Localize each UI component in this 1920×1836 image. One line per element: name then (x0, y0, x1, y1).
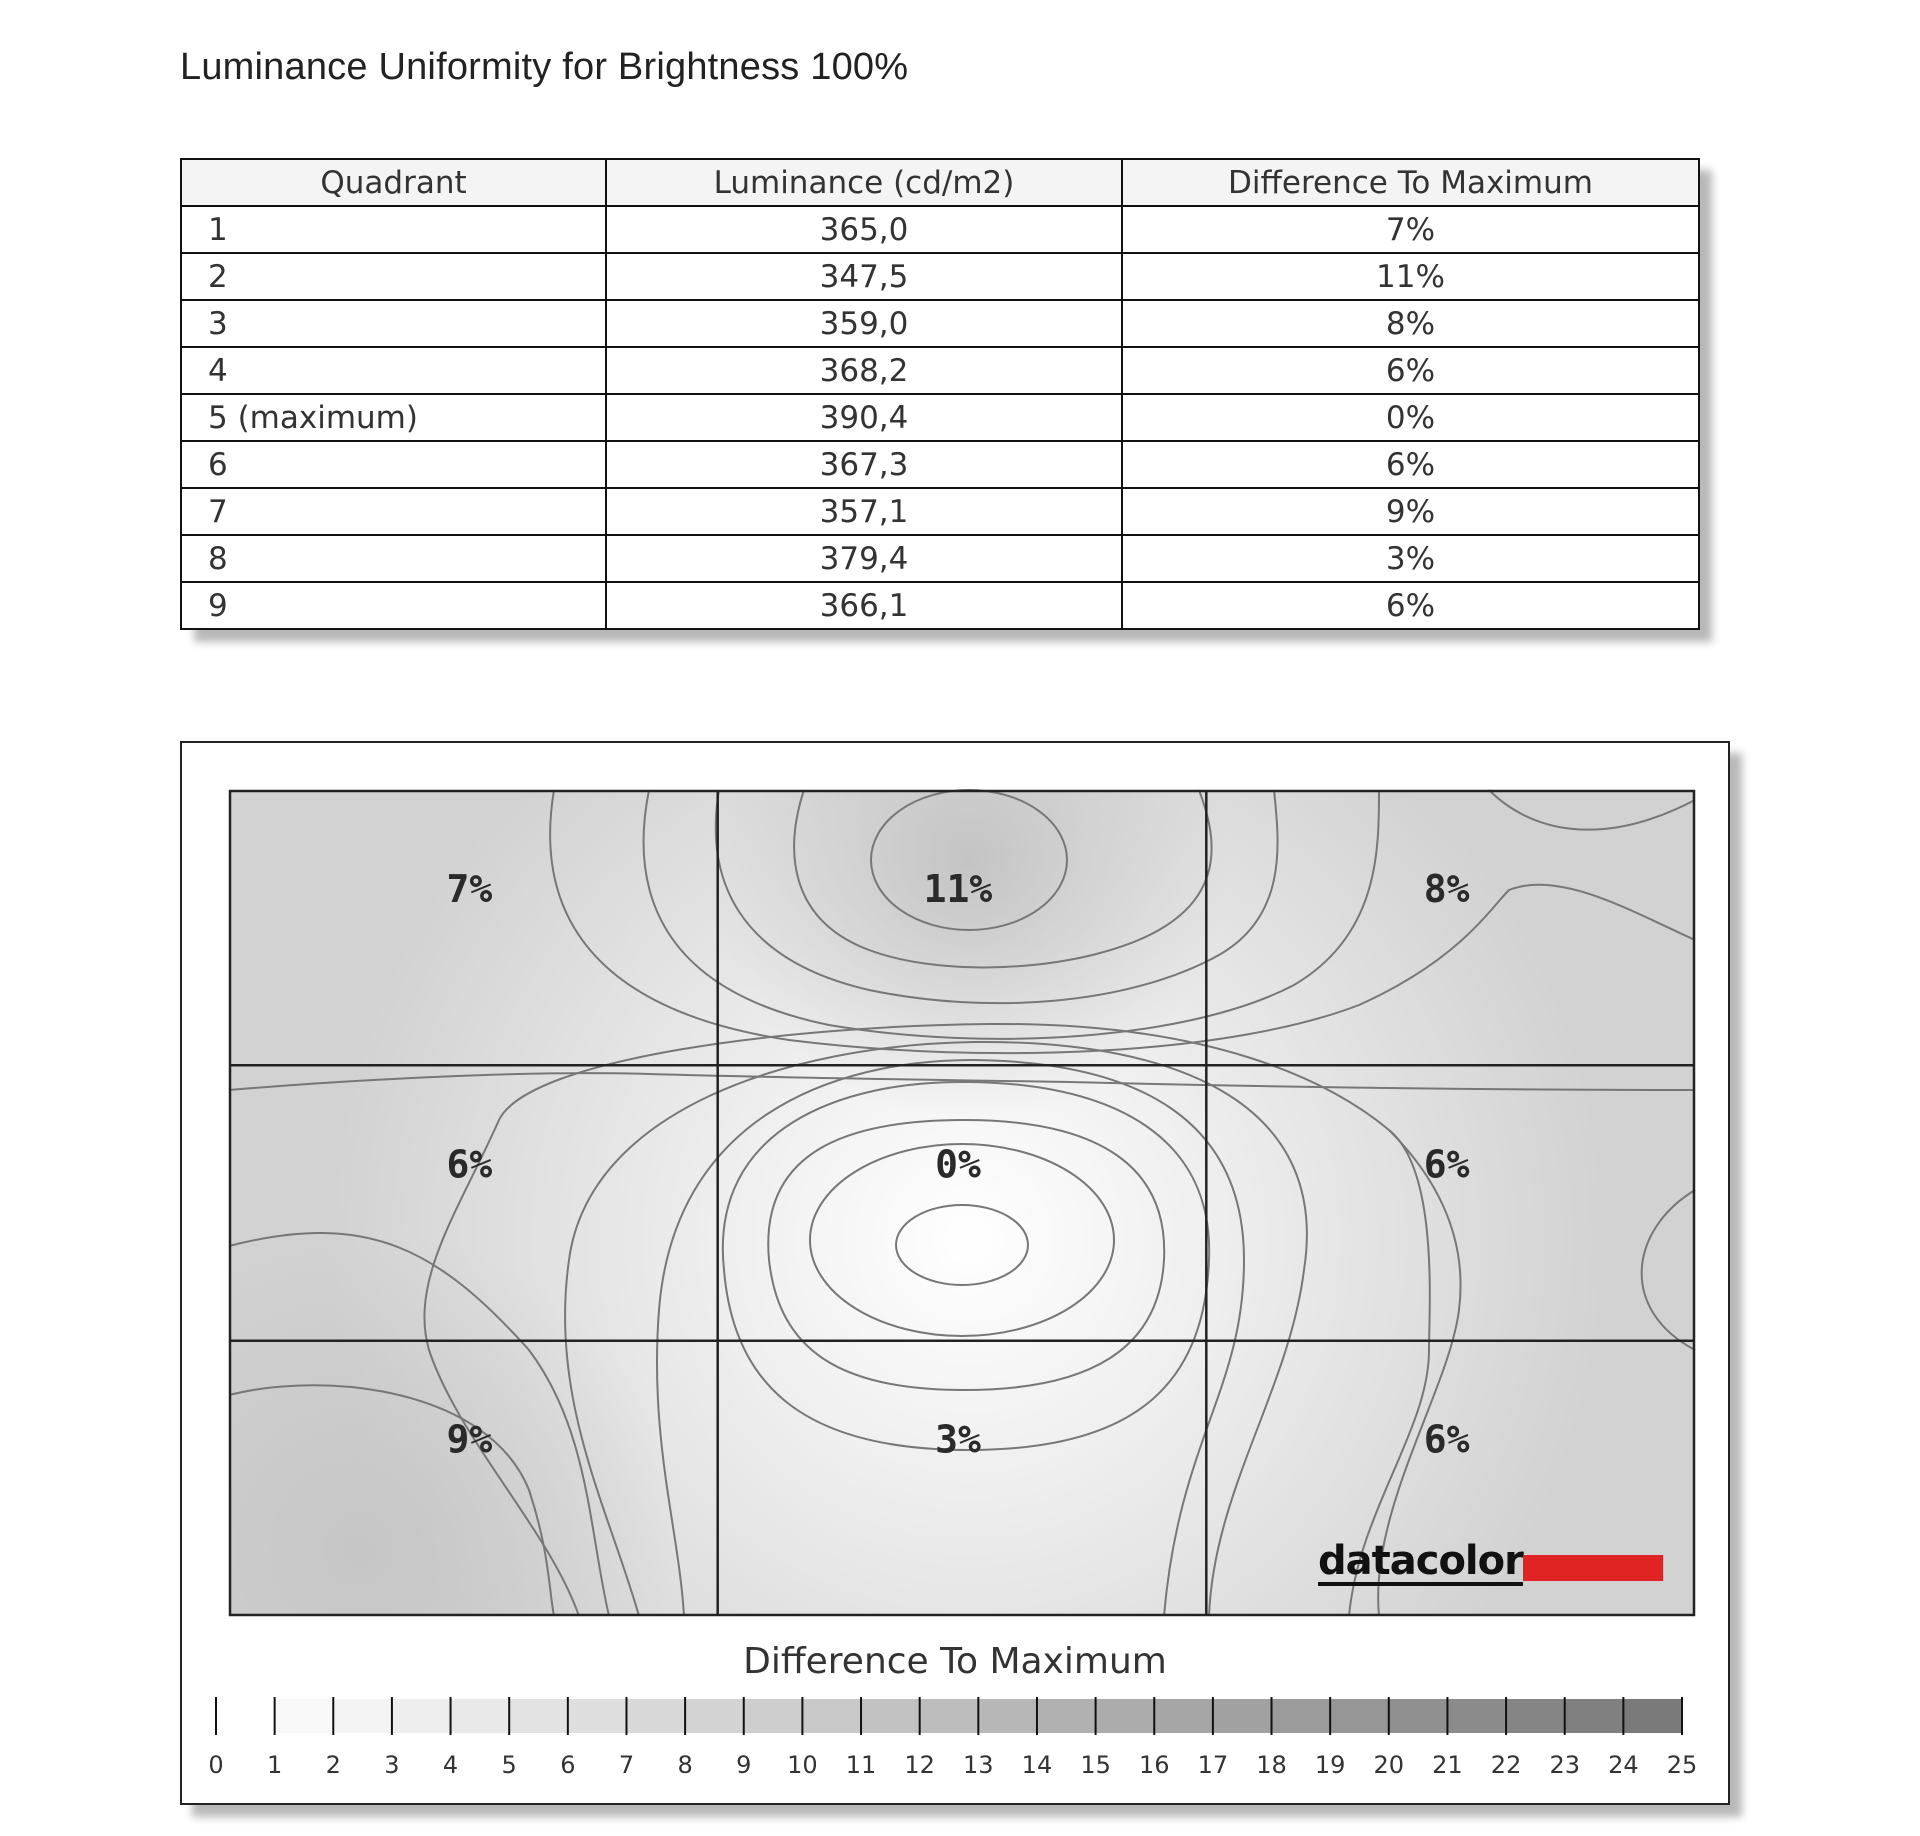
difference-cell: 7% (1122, 206, 1699, 253)
quadrant-3-label: 8% (1423, 867, 1470, 911)
quadrant-5-label: 0% (935, 1142, 981, 1187)
column-header: Quadrant (181, 159, 606, 206)
table-row (181, 300, 1699, 347)
scale-swatch (1096, 1699, 1155, 1733)
luminance-cell: 390,4 (606, 394, 1122, 441)
table-row (181, 253, 1699, 300)
scale-swatch (626, 1699, 685, 1733)
luminance-cell: 347,5 (606, 253, 1122, 300)
quadrant-cell: 4 (181, 347, 606, 394)
scale-swatch (275, 1699, 334, 1733)
quadrant-4-label: 6% (446, 1142, 493, 1187)
datacolor-logo: datacolor (1318, 1540, 1663, 1586)
color-scale (208, 1693, 1698, 1788)
scale-swatch (1565, 1699, 1624, 1733)
scale-tick-label: 13 (963, 1751, 994, 1779)
difference-cell: 6% (1122, 582, 1699, 629)
quadrant-7-label: 9% (446, 1417, 493, 1462)
scale-swatch (1154, 1699, 1213, 1733)
scale-swatch (216, 1699, 275, 1733)
scale-swatch (1447, 1699, 1506, 1733)
difference-cell: 6% (1122, 347, 1699, 394)
luminance-table (180, 158, 1698, 630)
table-header-row (181, 159, 1699, 206)
scale-tick-label: 3 (384, 1751, 400, 1779)
scale-swatch (1506, 1699, 1565, 1733)
scale-title: Difference To Maximum (743, 1641, 1167, 1682)
table-row (181, 394, 1699, 441)
scale-tick-label: 17 (1197, 1751, 1229, 1779)
scale-swatch (744, 1699, 803, 1733)
quadrant-6-label: 6% (1423, 1142, 1470, 1187)
scale-tick-label: 1 (266, 1751, 283, 1779)
luminance-cell: 365,0 (606, 206, 1122, 253)
quadrant-cell: 7 (181, 488, 606, 535)
quadrant-cell: 6 (181, 441, 606, 488)
scale-tick-label: 25 (1666, 1751, 1698, 1779)
scale-swatch (978, 1699, 1037, 1733)
scale-tick-label: 11 (845, 1751, 877, 1779)
table-row (181, 441, 1699, 488)
page-title: Luminance Uniformity for Brightness 100% (180, 46, 909, 88)
scale-swatch (1037, 1699, 1096, 1733)
quadrant-cell: 2 (181, 253, 606, 300)
scale-swatch (1213, 1699, 1272, 1733)
scale-tick-label: 16 (1138, 1751, 1170, 1779)
uniformity-heatmap (229, 790, 1695, 1616)
scale-swatch (333, 1699, 392, 1733)
quadrant-cell: 9 (181, 582, 606, 629)
quadrant-cell: 5 (maximum) (181, 394, 606, 441)
scale-tick-label: 14 (1021, 1751, 1053, 1779)
difference-cell: 0% (1122, 394, 1699, 441)
scale-tick-label: 18 (1256, 1751, 1287, 1779)
scale-tick-label: 10 (787, 1751, 818, 1779)
scale-tick-label: 4 (442, 1751, 459, 1779)
luminance-cell: 357,1 (606, 488, 1122, 535)
scale-tick-label: 24 (1608, 1751, 1639, 1779)
scale-tick-label: 6 (560, 1751, 576, 1779)
scale-swatch (802, 1699, 861, 1733)
scale-tick-label: 8 (677, 1751, 693, 1779)
logo-red-bar (1523, 1555, 1663, 1581)
table-row (181, 347, 1699, 394)
scale-tick-label: 21 (1432, 1751, 1463, 1779)
luminance-cell: 366,1 (606, 582, 1122, 629)
scale-swatch (1330, 1699, 1389, 1733)
scale-swatch (451, 1699, 510, 1733)
table-row (181, 206, 1699, 253)
scale-tick-label: 7 (618, 1751, 635, 1779)
scale-tick-label: 5 (501, 1751, 517, 1779)
quadrant-8-label: 3% (935, 1417, 981, 1462)
luminance-cell: 379,4 (606, 535, 1122, 582)
table-row (181, 535, 1699, 582)
scale-swatch (568, 1699, 627, 1733)
quadrant-cell: 8 (181, 535, 606, 582)
scale-swatch (1272, 1699, 1331, 1733)
luminance-cell: 359,0 (606, 300, 1122, 347)
quadrant-9-label: 6% (1423, 1417, 1470, 1462)
scale-tick-label: 9 (736, 1751, 752, 1779)
difference-cell: 6% (1122, 441, 1699, 488)
scale-tick-label: 22 (1490, 1751, 1522, 1779)
scale-swatch (861, 1699, 920, 1733)
scale-tick-label: 15 (1080, 1751, 1111, 1779)
difference-cell: 11% (1122, 253, 1699, 300)
table-row (181, 582, 1699, 629)
quadrant-cell: 3 (181, 300, 606, 347)
scale-tick-label: 19 (1314, 1751, 1346, 1779)
scale-tick-label: 12 (904, 1751, 935, 1779)
quadrant-cell: 1 (181, 206, 606, 253)
scale-swatch (509, 1699, 568, 1733)
column-header: Luminance (cd/m2) (606, 159, 1122, 206)
table-row (181, 488, 1699, 535)
scale-swatch (1623, 1699, 1682, 1733)
quadrant-2-label: 11% (923, 867, 993, 911)
luminance-cell: 367,3 (606, 441, 1122, 488)
scale-swatch (920, 1699, 979, 1733)
scale-tick-label: 2 (325, 1751, 341, 1779)
difference-cell: 8% (1122, 300, 1699, 347)
scale-swatch (685, 1699, 744, 1733)
column-header: Difference To Maximum (1122, 159, 1699, 206)
scale-tick-label: 0 (208, 1751, 224, 1779)
scale-tick-label: 23 (1549, 1751, 1580, 1779)
luminance-cell: 368,2 (606, 347, 1122, 394)
uniformity-chart-panel (180, 741, 1730, 1805)
quadrant-1-label: 7% (446, 867, 493, 911)
scale-swatch (392, 1699, 451, 1733)
difference-cell: 9% (1122, 488, 1699, 535)
scale-tick-label: 20 (1373, 1751, 1405, 1779)
difference-cell: 3% (1122, 535, 1699, 582)
scale-swatch (1389, 1699, 1448, 1733)
